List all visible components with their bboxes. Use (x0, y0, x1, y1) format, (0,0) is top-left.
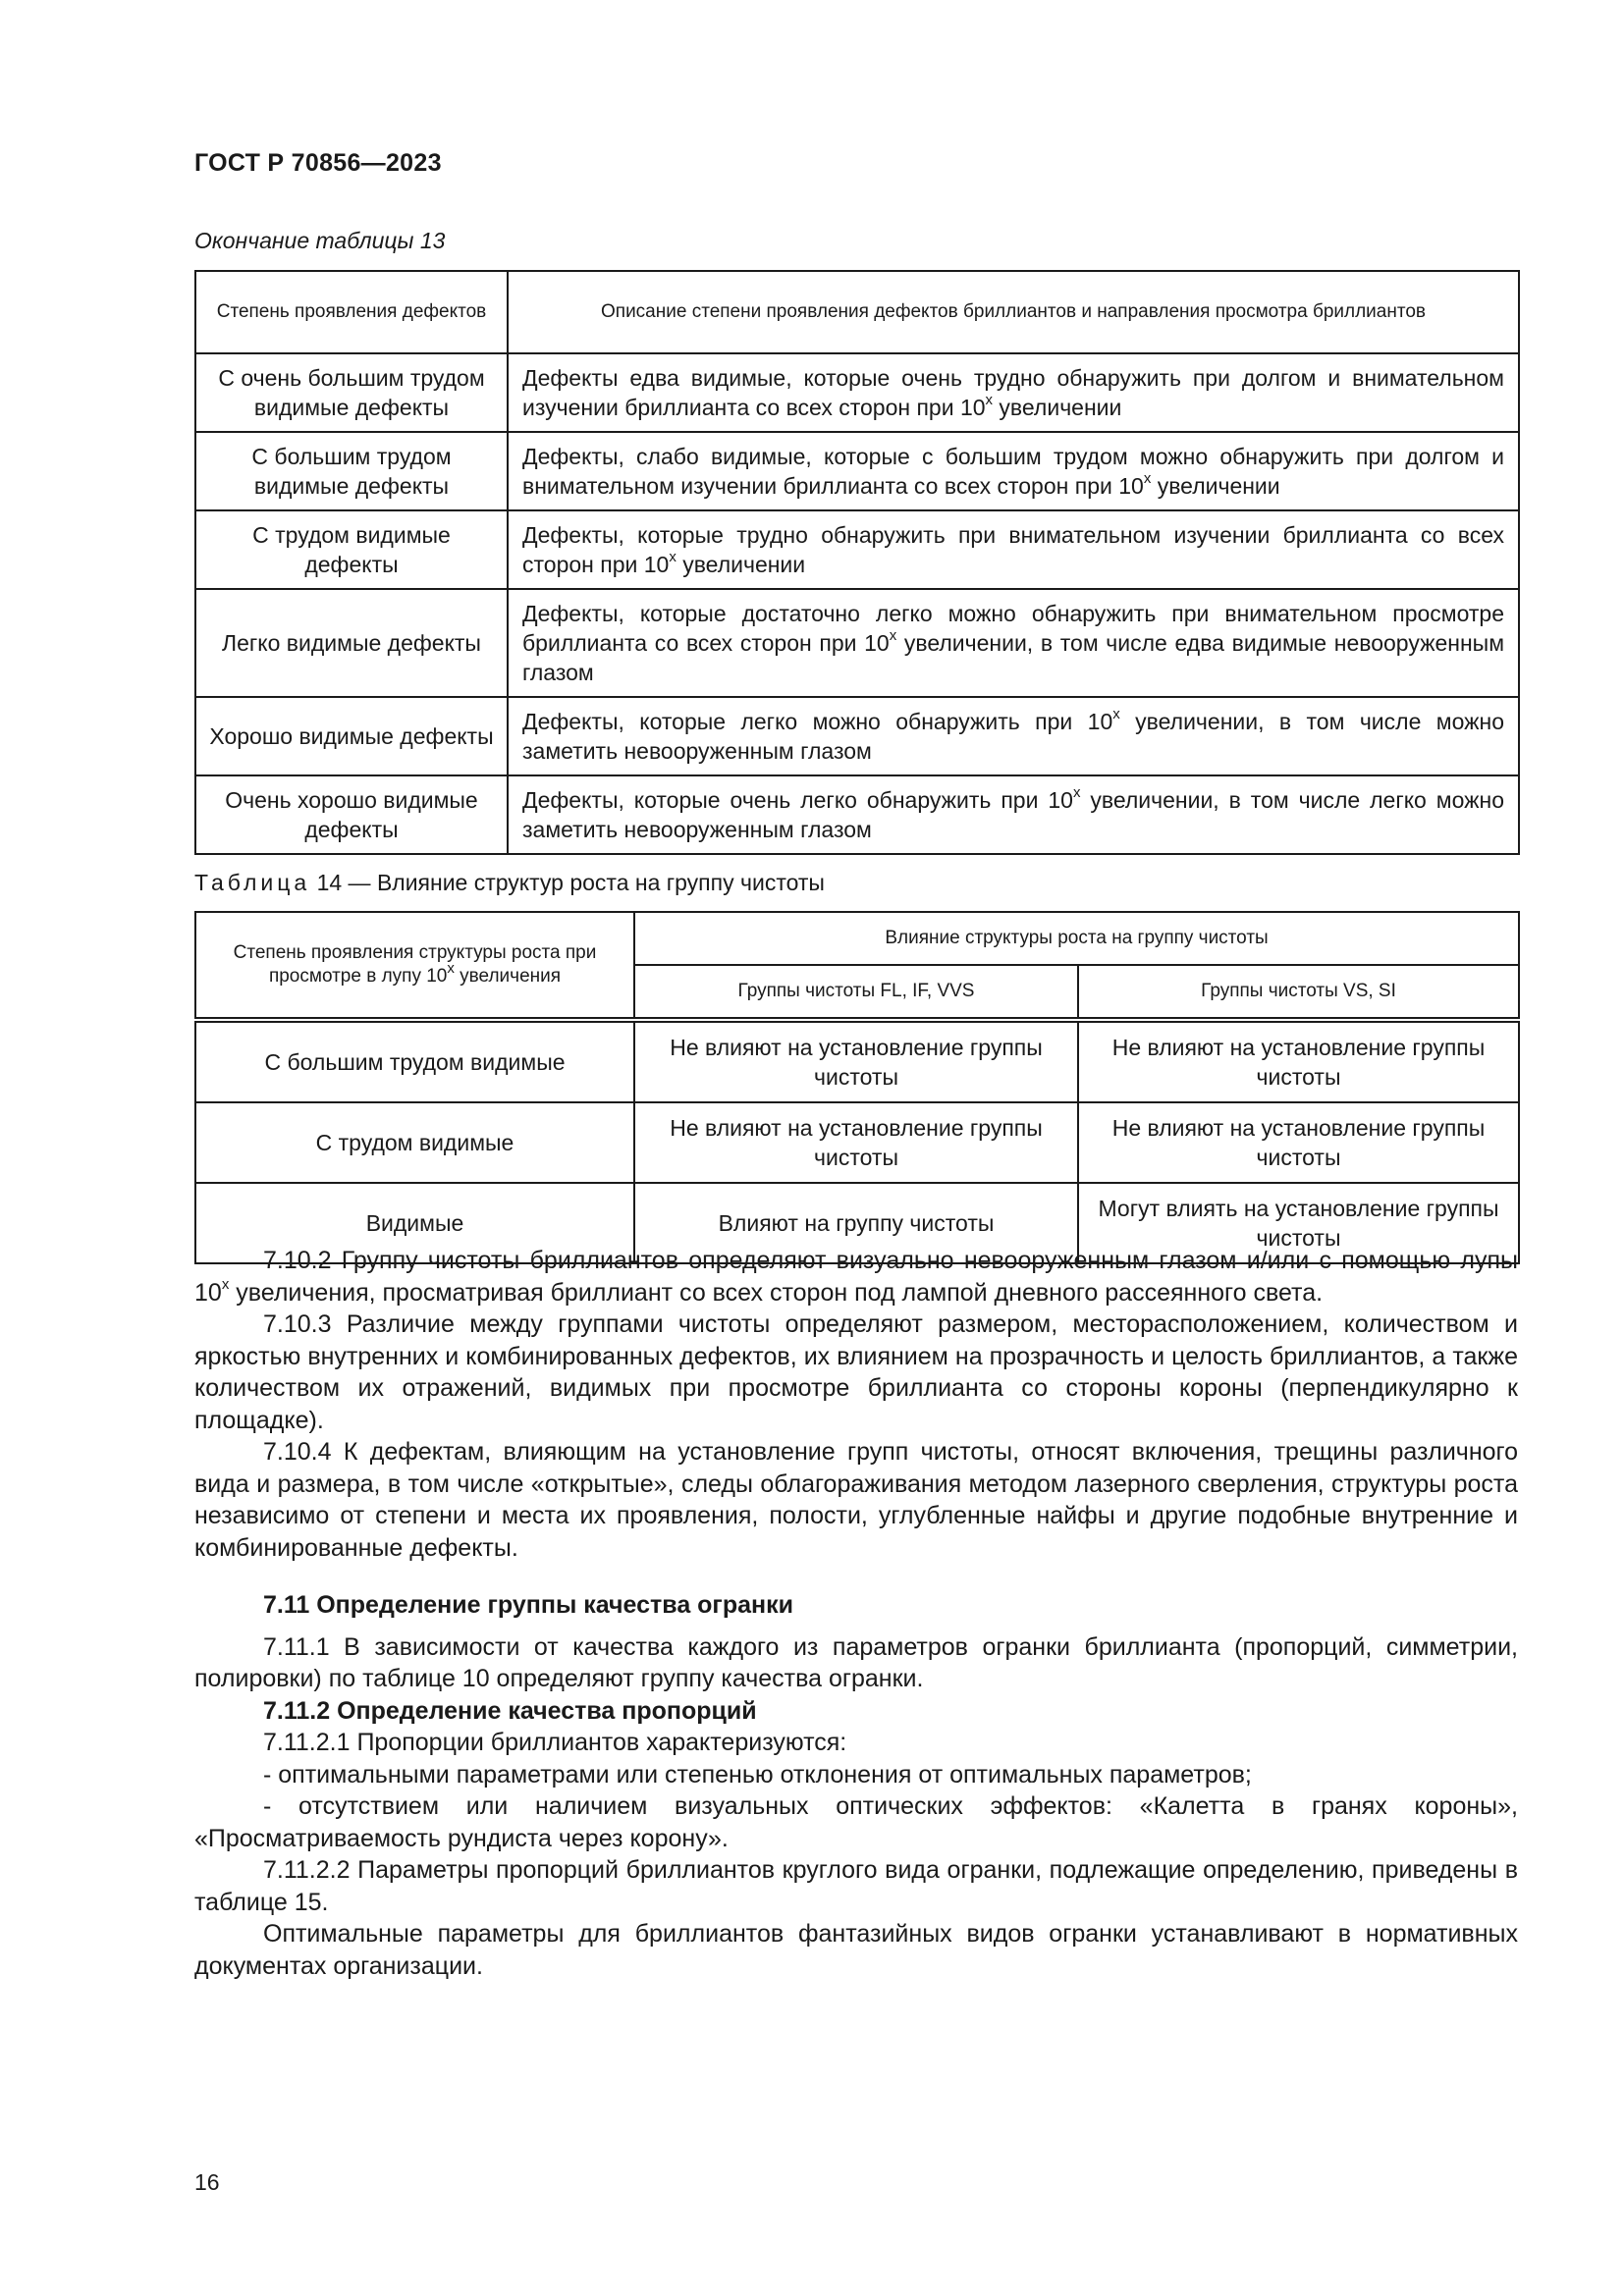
section-heading-7-11: 7.11 Определение группы качества огранки (263, 1591, 794, 1619)
column-header-degree: Степень проявления дефектов (195, 271, 508, 353)
defect-description-cell: Дефекты, которые достаточно легко можно обнаружить при внимательном просмотре бриллианта со всех сторон при 10$^x$ увеличении, в том числе едва видимые невооруженным глазом (508, 589, 1519, 697)
fl-if-vvs-cell: Влияют на группу чистоты (634, 1183, 1078, 1263)
defect-degree-cell: С трудом видимые дефекты (195, 510, 508, 589)
column-header-structure-degree: Степень проявления структуры роста при просмотре в лупу 10$^x$ увеличения (195, 912, 634, 1020)
paragraph-7-10-4: 7.10.4 К дефектам, влияющим на установление групп чистоты, относят включения, трещины различного вида и размера, в том числе «открытые», следы облагораживания методом лазерного сверления, структуры роста независимо от степени и места их проявления, полости, углубленные найфы и другие подобные внутренние и комбинированные дефекты. (194, 1438, 1518, 1562)
table-row (195, 1020, 1519, 1102)
defect-degree-cell: Очень хорошо видимые дефекты (195, 775, 508, 854)
defect-description-cell: Дефекты, которые легко можно обнаружить при 10$^x$ увеличении, в том числе можно заметить невооруженным глазом (508, 697, 1519, 775)
paragraph-7-11-2-2: 7.11.2.2 Параметры пропорций бриллиантов круглого вида огранки, подлежащие определению, приведены в таблице 15. (194, 1856, 1518, 1916)
defect-degree-cell: Легко видимые дефекты (195, 589, 508, 697)
table-row (195, 510, 1519, 589)
subsection-heading-7-11-2: 7.11.2 Определение качества пропорций (263, 1696, 757, 1725)
table-row (195, 353, 1519, 432)
paragraph-7-10-2: 7.10.2 Группу чистоты бриллиантов определяют визуально невооруженным глазом и/или с помощью лупы 10$^x$ увеличения, просматривая бриллиант со всех сторон под лампой дневного рассеянного света. (194, 1247, 1518, 1307)
body-text (194, 1245, 1518, 1982)
defect-description-cell: Дефекты, которые трудно обнаружить при внимательном изучении бриллианта со всех сторон при 10$^x$ увеличении (508, 510, 1519, 589)
table-14 (194, 911, 1520, 1264)
table-14-caption: Таблица 14 — Влияние структур роста на группу чистоты (194, 870, 825, 895)
document-id: ГОСТ Р 70856—2023 (194, 149, 442, 177)
defect-degree-cell: Хорошо видимые дефекты (195, 697, 508, 775)
structure-degree-cell: С большим трудом видимые (195, 1020, 634, 1102)
structure-degree-cell: Видимые (195, 1183, 634, 1263)
column-header-vs-si: Группы чистоты VS, SI (1078, 965, 1519, 1020)
paragraph-fancy-cuts: Оптимальные параметры для бриллиантов фантазийных видов огранки устанавливают в нормативных документах организации. (194, 1920, 1518, 1980)
table-continuation-caption: Окончание таблицы 13 (194, 228, 446, 253)
defect-degree-cell: С очень большим трудом видимые дефекты (195, 353, 508, 432)
table-13 (194, 270, 1520, 855)
paragraph-7-11-1: 7.11.1 В зависимости от качества каждого из параметров огранки бриллианта (пропорций, симметрии, полировки) по таблице 10 определяют группу качества огранки. (194, 1632, 1518, 1692)
fl-if-vvs-cell: Не влияют на установление группы чистоты (634, 1020, 1078, 1102)
list-item: - отсутствием или наличием визуальных оптических эффектов: «Калетта в гранях короны», «Просматриваемость рундиста через корону». (194, 1792, 1518, 1852)
paragraph-7-10-3: 7.10.3 Различие между группами чистоты определяют размером, месторасположением, количеством и яркостью внутренних и комбинированных дефектов, их влиянием на прозрачность и целость бриллиантов, а также количеством их отражений, видимых при просмотре бриллианта со стороны короны (перпендикулярно к площадке). (194, 1310, 1518, 1434)
table-row (195, 1102, 1519, 1183)
table-row (195, 589, 1519, 697)
vs-si-cell: Могут влиять на установление группы чистоты (1078, 1183, 1519, 1263)
defect-description-cell: Дефекты едва видимые, которые очень трудно обнаружить при долгом и внимательном изучении бриллианта со всех сторон при 10$^x$ увеличении (508, 353, 1519, 432)
table-row (195, 697, 1519, 775)
vs-si-cell: Не влияют на установление группы чистоты (1078, 1020, 1519, 1102)
list-item: - оптимальными параметрами или степенью отклонения от оптимальных параметров; (263, 1760, 1252, 1789)
page-number: 16 (194, 2169, 220, 2195)
table-header-row (195, 271, 1519, 353)
table-header-row (195, 912, 1519, 965)
column-header-influence-group: Влияние структуры роста на группу чистоты (634, 912, 1519, 965)
column-header-description: Описание степени проявления дефектов бриллиантов и направления просмотра бриллиантов (508, 271, 1519, 353)
fl-if-vvs-cell: Не влияют на установление группы чистоты (634, 1102, 1078, 1183)
paragraph-7-11-2-1: 7.11.2.1 Пропорции бриллиантов характеризуются: (263, 1729, 847, 1756)
vs-si-cell: Не влияют на установление группы чистоты (1078, 1102, 1519, 1183)
table-row (195, 432, 1519, 510)
structure-degree-cell: С трудом видимые (195, 1102, 634, 1183)
column-header-fl-if-vvs: Группы чистоты FL, IF, VVS (634, 965, 1078, 1020)
defect-description-cell: Дефекты, которые очень легко обнаружить при 10$^x$ увеличении, в том числе легко можно заметить невооруженным глазом (508, 775, 1519, 854)
defect-description-cell: Дефекты, слабо видимые, которые с большим трудом можно обнаружить при долгом и внимательном изучении бриллианта со всех сторон при 10$^x$ увеличении (508, 432, 1519, 510)
table-row (195, 775, 1519, 854)
defect-degree-cell: С большим трудом видимые дефекты (195, 432, 508, 510)
